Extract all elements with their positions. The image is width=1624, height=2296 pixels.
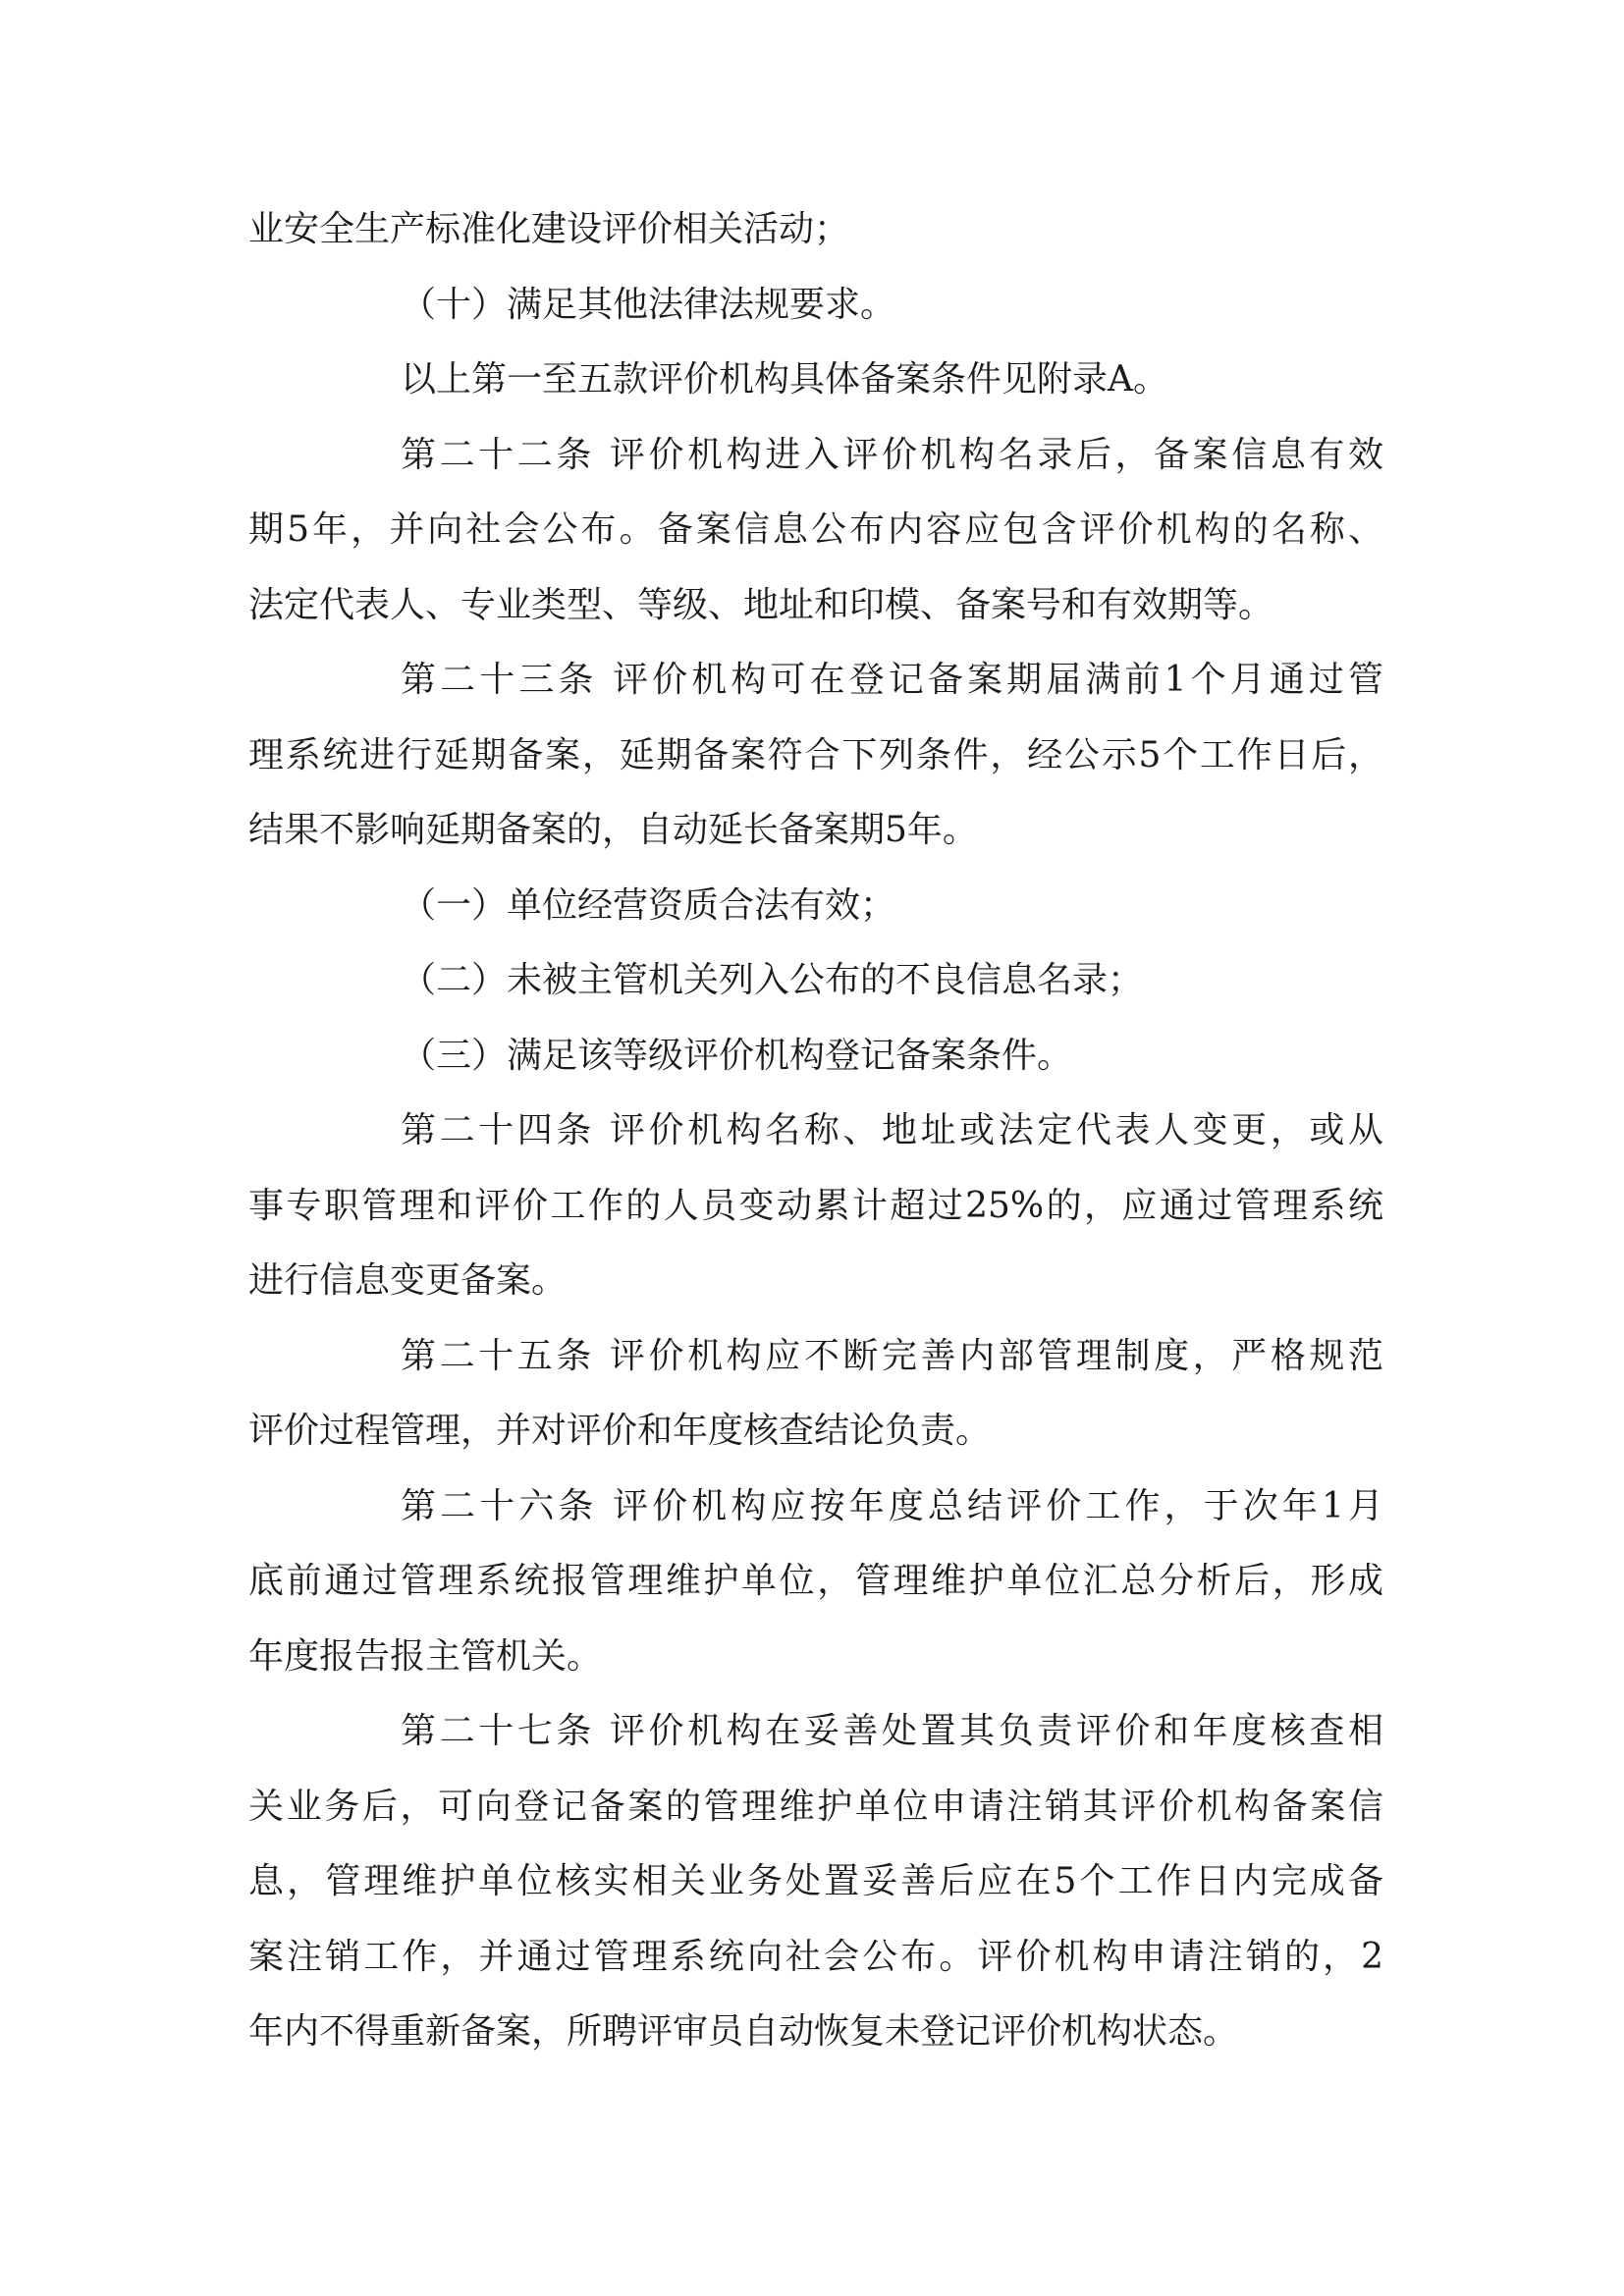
text-line: 第二十五条 评价机构应不断完善内部管理制度，严格规范 — [401, 1335, 1383, 1376]
text-line: 年内不得重新备案，所聘评审员自动恢复未登记评价机构状态。 — [248, 2011, 1239, 2052]
text-line: 第二十六条 评价机构应按年度总结评价工作，于次年1月 — [401, 1485, 1383, 1526]
text-line: （二）未被主管机关列入公布的不良信息名录； — [401, 960, 1144, 1000]
text-line: 第二十三条 评价机构可在登记备案期届满前1个月通过管 — [401, 660, 1383, 700]
text-line: （十）满足其他法律法规要求。 — [401, 284, 896, 325]
text-line: 事专职管理和评价工作的人员变动累计超过25%的，应通过管理系统 — [248, 1185, 1383, 1226]
text-line: 评价过程管理，并对评价和年度核查结论负责。 — [248, 1411, 992, 1451]
text-line: （一）单位经营资质合法有效； — [401, 884, 896, 926]
text-line: 法定代表人、专业类型、等级、地址和印模、备案号和有效期等。 — [248, 584, 1274, 625]
text-line: 以上第一至五款评价机构具体备案条件见附录A。 — [401, 359, 1168, 400]
text-line: 息，管理维护单位核实相关业务处置妥善后应在5个工作日内完成备 — [248, 1861, 1383, 1901]
text-line: 第二十四条 评价机构名称、地址或法定代表人变更，或从 — [401, 1110, 1383, 1150]
text-line: 第二十二条 评价机构进入评价机构名录后，备案信息有效 — [401, 434, 1383, 475]
text-line: 理系统进行延期备案，延期备案符合下列条件，经公示5个工作日后， — [248, 734, 1383, 775]
text-line: （三）满足该等级评价机构登记备案条件。 — [401, 1035, 1073, 1076]
text-line: 进行信息变更备案。 — [248, 1260, 568, 1301]
text-line: 第二十七条 评价机构在妥善处置其负责评价和年度核查相 — [401, 1711, 1383, 1751]
text-line: 案注销工作，并通过管理系统向社会公布。评价机构申请注销的，2 — [248, 1936, 1383, 1977]
text-line: 底前通过管理系统报管理维护单位，管理维护单位汇总分析后，形成 — [248, 1561, 1383, 1601]
text-line: 关业务后，可向登记备案的管理维护单位申请注销其评价机构备案信 — [248, 1786, 1383, 1827]
text-line: 结果不影响延期备案的，自动延长备案期5年。 — [248, 810, 978, 850]
document-body — [248, 192, 1383, 2070]
text-line: 期5年，并向社会公布。备案信息公布内容应包含评价机构的名称、 — [248, 509, 1383, 550]
text-line: 业安全生产标准化建设评价相关活动； — [248, 209, 850, 249]
text-line: 年度报告报主管机关。 — [248, 1635, 603, 1677]
